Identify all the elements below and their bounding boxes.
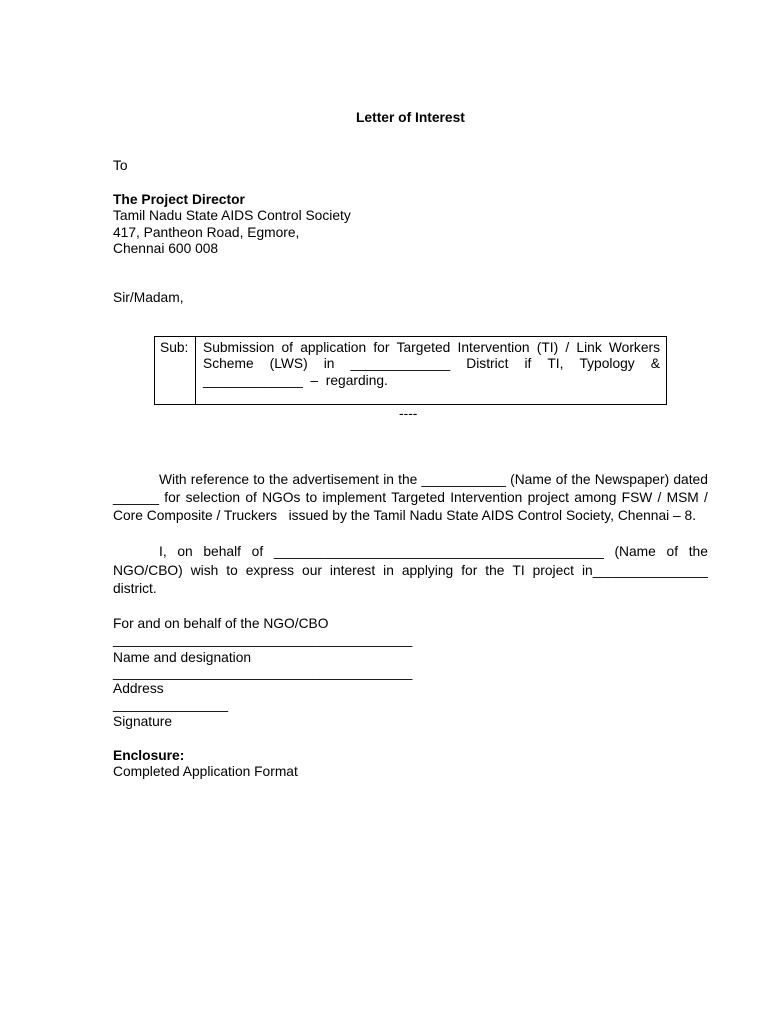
word: of	[281, 340, 294, 355]
to-label: To	[113, 158, 128, 173]
word: dated	[673, 472, 708, 487]
word: Workers	[608, 340, 660, 355]
word: Intervention	[457, 340, 530, 355]
word: Submission	[203, 340, 275, 355]
word: of	[251, 544, 264, 559]
word: project	[527, 490, 569, 505]
salutation: Sir/Madam,	[113, 290, 184, 305]
word: advertisement	[292, 472, 380, 487]
word: the	[485, 563, 505, 578]
word: for	[373, 340, 390, 355]
word: (Name	[510, 472, 552, 487]
address-label: Address	[113, 681, 164, 696]
word: Scheme	[203, 356, 254, 371]
subject-line-2	[203, 356, 660, 372]
word: applying	[401, 563, 454, 578]
word: application	[300, 340, 367, 355]
word: our	[302, 563, 322, 578]
word: selection	[185, 490, 241, 505]
addressee-city: Chennai 600 008	[113, 241, 219, 256]
word: express	[245, 563, 295, 578]
word: the	[571, 472, 591, 487]
subject-label: Sub:	[160, 340, 189, 355]
word: the	[688, 544, 708, 559]
word: (Name	[614, 544, 656, 559]
word: interest	[329, 563, 376, 578]
word: MSM	[666, 490, 699, 505]
word: in_______________	[581, 563, 708, 578]
addressee-org: Tamil Nadu State AIDS Control Society	[113, 208, 351, 223]
para1-line-1	[159, 472, 708, 488]
subject-line-1	[203, 340, 660, 356]
word: District	[466, 356, 509, 371]
word: among	[574, 490, 617, 505]
word: for	[461, 563, 478, 578]
name-blank: _______________________________________	[113, 632, 413, 647]
word: the	[268, 472, 289, 487]
word: ___________	[421, 472, 506, 487]
word: I,	[159, 544, 167, 559]
word: Typology	[579, 356, 635, 371]
word: NGO/CBO)	[113, 563, 183, 578]
enclosure-item: Completed Application Format	[113, 764, 298, 779]
signature-label: Signature	[113, 714, 173, 729]
word: of	[245, 490, 257, 505]
word: implement	[322, 490, 387, 505]
word: Link	[576, 340, 602, 355]
word: the	[398, 472, 418, 487]
word: TI	[512, 563, 525, 578]
word: (TI)	[536, 340, 559, 355]
word: Targeted	[396, 340, 451, 355]
word: reference	[190, 472, 250, 487]
word: /	[565, 340, 570, 355]
para2-line-1	[159, 544, 708, 560]
para1-line-3: Core Composite / Truckers issued by the Tamil Nadu State AIDS Control Society, Chennai – 8.	[113, 508, 697, 523]
address-blank: _______________________________________	[113, 665, 413, 680]
word: /	[704, 490, 708, 505]
word: in	[383, 472, 394, 487]
word: for	[164, 490, 181, 505]
word: of	[555, 472, 568, 487]
word: behalf	[203, 544, 241, 559]
word: to	[226, 563, 238, 578]
word: in	[383, 563, 394, 578]
word: FSW	[621, 490, 653, 505]
word: Targeted	[391, 490, 445, 505]
word: on	[177, 544, 193, 559]
letter-title: Letter of Interest	[356, 110, 465, 125]
word: to	[305, 490, 318, 505]
name-designation-label: Name and designation	[113, 650, 252, 665]
word: TI,	[547, 356, 564, 371]
para1-line-2	[113, 490, 708, 506]
word: NGOs	[262, 490, 301, 505]
subject-box-divider	[195, 336, 196, 405]
word: wish	[190, 563, 219, 578]
subject-line-3: _____________ – regarding.	[203, 373, 388, 388]
word: /	[657, 490, 662, 505]
word: ______	[113, 490, 160, 505]
addressee-name: The Project Director	[113, 192, 245, 207]
word: ___________________________________________	[273, 544, 604, 559]
word: (LWS)	[269, 356, 308, 371]
para2-line-3: district.	[113, 581, 157, 596]
word: project	[532, 563, 575, 578]
word: &	[650, 356, 660, 371]
signature-blank: _______________	[113, 697, 229, 712]
word: in	[323, 356, 335, 371]
on-behalf-line: For and on behalf of the NGO/CBO	[113, 616, 329, 631]
word: to	[253, 472, 265, 487]
separator: ----	[399, 406, 418, 421]
word: Intervention	[450, 490, 523, 505]
para2-line-2	[113, 563, 708, 579]
word: if	[524, 356, 532, 371]
word: _____________	[350, 356, 451, 371]
word: With	[159, 472, 187, 487]
word: of	[666, 544, 679, 559]
addressee-street: 417, Pantheon Road, Egmore,	[113, 225, 300, 240]
enclosure-label: Enclosure:	[113, 748, 185, 763]
word: Newspaper)	[594, 472, 670, 487]
